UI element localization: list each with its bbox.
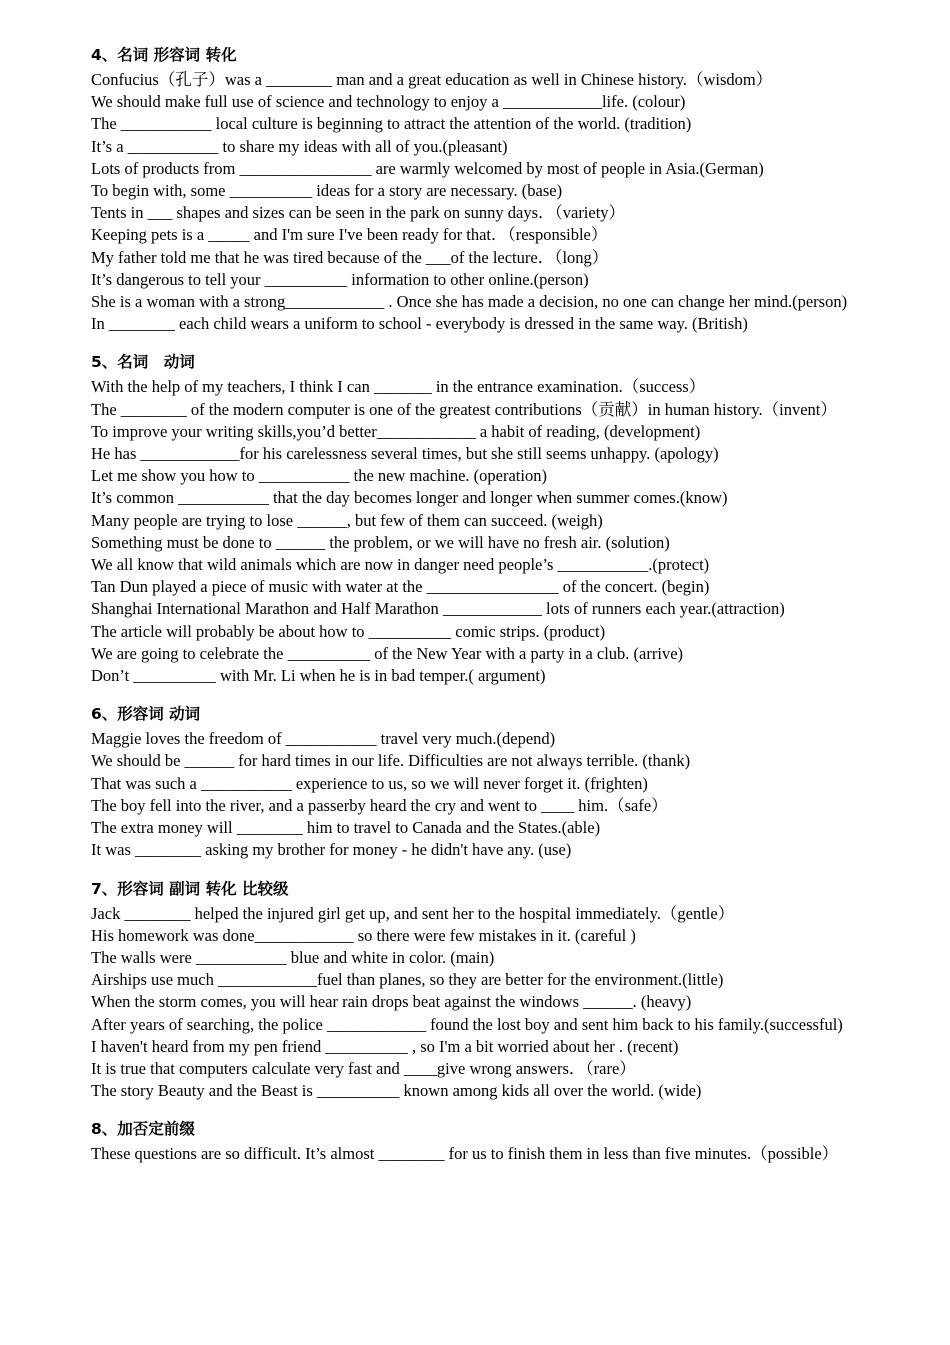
exercise-line: The walls were ___________ blue and white in color. (main) bbox=[91, 947, 495, 967]
exercise-line: After years of searching, the police ____________ found the lost boy and sent him back to his family.(successful) bbox=[91, 1014, 843, 1034]
exercise-line: We should make full use of science and technology to enjoy a ____________life. (colour) bbox=[91, 92, 686, 112]
exercise-line: The extra money will ________ him to travel to Canada and the States.(able) bbox=[91, 818, 601, 838]
exercise-line: Shanghai International Marathon and Half Marathon ____________ lots of runners each year.(attraction) bbox=[91, 599, 785, 619]
section-4 bbox=[91, 42, 911, 335]
exercise-line: Don’t __________ with Mr. Li when he is in bad temper.( argument) bbox=[91, 666, 546, 686]
exercise-line: Let me show you how to ___________ the new machine. (operation) bbox=[91, 466, 547, 486]
exercise-line: Something must be done to ______ the problem, or we will have no fresh air. (solution) bbox=[91, 532, 670, 552]
exercise-line: Keeping pets is a _____ and I'm sure I've been ready for that．（responsible） bbox=[91, 225, 608, 245]
exercise-line: That was such a ___________ experience to us, so we will never forget it. (frighten) bbox=[91, 773, 648, 793]
exercise-line: When the storm comes, you will hear rain drops beat against the windows ______. (heavy) bbox=[91, 992, 692, 1012]
exercise-line: It’s common ___________ that the day becomes longer and longer when summer comes.(know) bbox=[91, 488, 728, 508]
exercise-line: Airships use much ____________fuel than planes, so they are better for the environment.(little) bbox=[91, 970, 724, 990]
exercise-line: Jack ________ helped the injured girl get up, and sent her to the hospital immediately.（gentle） bbox=[91, 903, 735, 923]
exercise-line: To begin with, some __________ ideas for a story are necessary. (base) bbox=[91, 181, 563, 201]
section-5 bbox=[91, 349, 911, 687]
exercise-line: We should be ______ for hard times in our life. Difficulties are not always terrible. (thank) bbox=[91, 751, 691, 771]
exercise-line: In ________ each child wears a uniform to school - everybody is dressed in the same way. (British) bbox=[91, 314, 748, 334]
exercise-line: It was ________ asking my brother for money - he didn't have any. (use) bbox=[91, 840, 572, 860]
exercise-line: Tan Dun played a piece of music with water at the ________________ of the concert. (begin) bbox=[91, 577, 710, 597]
exercise-line: We all know that wild animals which are now in danger need people’s ___________.(protect) bbox=[91, 555, 710, 575]
worksheet-page bbox=[91, 42, 911, 1180]
section-heading: 4、名词 形容词 转化 bbox=[91, 46, 237, 64]
exercise-line: The article will probably be about how to __________ comic strips. (product) bbox=[91, 621, 606, 641]
exercise-line: With the help of my teachers, I think I can _______ in the entrance examination.（success） bbox=[91, 377, 706, 397]
exercise-line: The story Beauty and the Beast is __________ known among kids all over the world. (wide) bbox=[91, 1081, 702, 1101]
exercise-line: He has ____________for his carelessness several times, but she still seems unhappy. (apology) bbox=[91, 444, 719, 464]
section-7 bbox=[91, 876, 911, 1103]
section-6 bbox=[91, 701, 911, 861]
section-heading: 6、形容词 动词 bbox=[91, 705, 201, 724]
exercise-line: It is true that computers calculate very fast and ____give wrong answers．（rare） bbox=[91, 1058, 636, 1078]
exercise-line: Maggie loves the freedom of ___________ travel very much.(depend) bbox=[91, 729, 556, 749]
exercise-line: She is a woman with a strong____________ . Once she has made a decision, no one can change her mind.(person) bbox=[91, 292, 848, 312]
exercise-line: The ________ of the modern computer is one of the greatest contributions（贡献）in human history.（invent） bbox=[91, 399, 837, 419]
exercise-line: To improve your writing skills,you’d better____________ a habit of reading, (development) bbox=[91, 421, 701, 441]
exercise-line: Confucius（孔子）was a ________ man and a great education as well in Chinese history.（wisdom） bbox=[91, 70, 773, 89]
exercise-line: Lots of products from ________________ are warmly welcomed by most of people in Asia.(German) bbox=[91, 158, 764, 178]
exercise-line: The ___________ local culture is beginning to attract the attention of the world. (tradition) bbox=[91, 114, 692, 134]
exercise-line: These questions are so difficult. It’s almost ________ for us to finish them in less than five minutes.（possible） bbox=[91, 1144, 839, 1164]
exercise-line: My father told me that he was tired because of the ___of the lecture．（long） bbox=[91, 247, 609, 267]
exercise-line: The boy fell into the river, and a passerby heard the cry and went to ____ him.（safe） bbox=[91, 795, 668, 815]
section-heading: 7、形容词 副词 转化 比较级 bbox=[91, 879, 289, 898]
exercise-line: His homework was done____________ so there were few mistakes in it. (careful ) bbox=[91, 925, 636, 945]
section-heading: 5、名词 动词 bbox=[91, 353, 195, 372]
exercise-line: We are going to celebrate the __________ of the New Year with a party in a club. (arrive) bbox=[91, 643, 684, 663]
exercise-line: I haven't heard from my pen friend __________ , so I'm a bit worried about her . (recent) bbox=[91, 1036, 679, 1056]
exercise-line: Many people are trying to lose ______, but few of them can succeed. (weigh) bbox=[91, 510, 603, 530]
section-8 bbox=[91, 1116, 911, 1165]
exercise-line: Tents in ___ shapes and sizes can be seen in the park on sunny days．（variety） bbox=[91, 203, 626, 223]
exercise-line: It’s dangerous to tell your __________ information to other online.(person) bbox=[91, 269, 589, 289]
section-heading: 8、加否定前缀 bbox=[91, 1120, 195, 1139]
exercise-line: It’s a ___________ to share my ideas with all of you.(pleasant) bbox=[91, 136, 508, 156]
